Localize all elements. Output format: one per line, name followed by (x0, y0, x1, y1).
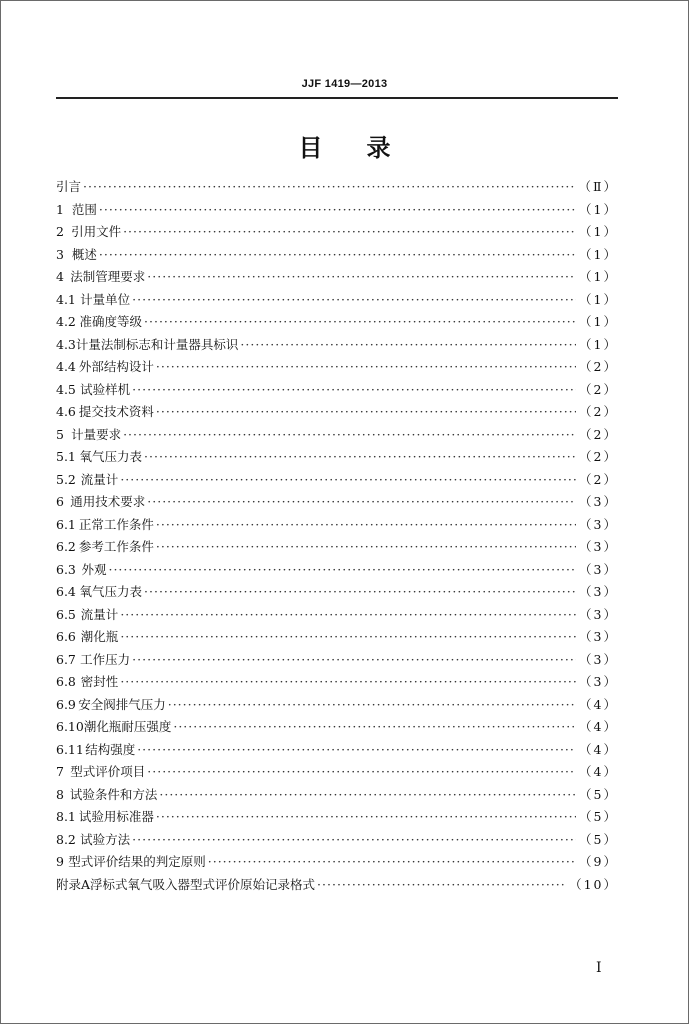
toc-entry[interactable] (56, 289, 618, 312)
toc-entry-label: 试验方法 (80, 831, 131, 847)
toc-entry-page: （9） (579, 854, 618, 869)
toc-entry[interactable] (56, 221, 618, 244)
toc-entry-page: （1） (579, 201, 618, 217)
toc-entry-number: 4 (56, 269, 64, 284)
toc-entry-label: 浮标式氧气吸入器型式评价原始记录格式 (90, 876, 316, 892)
toc-entry-page: （2） (579, 471, 618, 487)
toc-entry[interactable] (56, 626, 618, 649)
toc-entry-number: 6.8 (56, 674, 76, 689)
toc-entry-number: 7 (56, 764, 64, 779)
toc-entry-number: 5.2 (56, 471, 76, 487)
toc-entry-number: 6.3 (56, 561, 76, 577)
dot-leader (132, 649, 576, 672)
dot-leader (147, 491, 576, 514)
standard-code-header: JJF 1419—2013 (301, 78, 388, 90)
toc-entry-page: （2） (579, 426, 618, 442)
toc-entry-label: 计量要求 (71, 426, 122, 442)
toc-entry-label: 潮化瓶 (80, 629, 119, 644)
toc-entry-label: 试验样机 (80, 381, 131, 397)
dot-leader (120, 671, 576, 694)
toc-entry[interactable] (56, 356, 618, 379)
toc-entry-label: 流量计 (80, 471, 119, 487)
toc-entry-page: （5） (579, 786, 618, 802)
toc-entry-page: （1） (579, 269, 618, 284)
toc-entry-page: （10） (569, 876, 618, 892)
toc-entry-number: 8 (56, 786, 64, 802)
toc-entry-number: 4.3 (56, 336, 76, 352)
dot-leader (132, 379, 576, 402)
toc-entry-number: 6 (56, 494, 64, 509)
dot-leader (137, 739, 576, 762)
toc-entry-number: 2 (56, 224, 64, 239)
toc-entry-page: （2） (579, 359, 618, 374)
toc-entry[interactable] (56, 244, 618, 267)
toc-entry-page: （3） (579, 516, 618, 532)
dot-leader (168, 694, 576, 717)
dot-leader (240, 334, 576, 357)
dot-leader (120, 604, 576, 627)
toc-entry-page: （5） (579, 809, 618, 824)
toc-entry-label: 通用技术要求 (70, 494, 146, 509)
toc-entry-label: 准确度等级 (79, 314, 143, 329)
toc-entry-page: （3） (579, 651, 618, 667)
dot-leader (144, 581, 576, 604)
dot-leader (159, 784, 576, 807)
dot-leader (144, 446, 576, 469)
toc-entry-label: 密封性 (80, 674, 119, 689)
dot-leader (120, 469, 576, 492)
toc-entry[interactable] (56, 446, 618, 469)
toc-entry-label: 引言 (56, 179, 82, 194)
dot-leader (156, 356, 576, 379)
toc-entry-label: 范围 (71, 201, 97, 217)
toc-entry-label: 试验用标准器 (78, 809, 154, 824)
toc-entry-label: 参考工作条件 (78, 539, 154, 554)
toc-entry[interactable] (56, 716, 618, 739)
dot-leader (132, 289, 576, 312)
toc-entry[interactable] (56, 334, 618, 357)
toc-entry-label: 正常工作条件 (78, 516, 154, 532)
toc-entry-number: 4.5 (56, 381, 76, 397)
toc-entry-label: 安全阀排气压力 (78, 696, 166, 712)
toc-entry[interactable] (56, 199, 618, 222)
toc-entry-page: （3） (579, 674, 618, 689)
toc-entry-label: 氧气压力表 (79, 449, 143, 464)
toc-entry[interactable] (56, 401, 618, 424)
toc-entry-number: 9 (56, 854, 64, 869)
toc-entry-label: 结构强度 (85, 741, 136, 757)
toc-entry-label: 外观 (81, 561, 107, 577)
toc-entry-number: 6.6 (56, 629, 76, 644)
toc-entry[interactable] (56, 784, 618, 807)
toc-entry-label: 氧气压力表 (79, 584, 143, 599)
toc-entry-number: 8.1 (56, 809, 76, 824)
toc-entry[interactable] (56, 491, 618, 514)
toc-entry-number: 附录A (56, 876, 91, 892)
dot-leader (99, 199, 576, 222)
toc-entry-page: （3） (579, 561, 618, 577)
table-of-contents (56, 176, 618, 896)
dot-leader (108, 559, 576, 582)
toc-entry-number: 6.4 (56, 584, 76, 599)
dot-leader (208, 851, 576, 874)
toc-entry[interactable] (56, 311, 618, 334)
toc-entry[interactable] (56, 671, 618, 694)
toc-entry-page: （2） (579, 404, 618, 419)
page-number: I (596, 960, 602, 976)
toc-entry-page: （1） (579, 224, 618, 239)
page-title: 目录 (298, 133, 435, 162)
toc-entry-page: （3） (579, 629, 618, 644)
dot-leader (144, 311, 576, 334)
toc-entry-number: 3 (56, 246, 64, 262)
toc-entry-number: 6.1 (56, 516, 76, 532)
toc-entry[interactable] (56, 806, 618, 829)
toc-entry-label: 概述 (71, 246, 97, 262)
dot-leader (120, 626, 576, 649)
toc-entry-label: 外部结构设计 (78, 359, 154, 374)
dot-leader (123, 221, 576, 244)
dot-leader (317, 874, 566, 897)
toc-entry-number: 6.2 (56, 539, 76, 554)
toc-entry[interactable] (56, 851, 618, 874)
toc-entry-page: （1） (579, 314, 618, 329)
toc-entry-page: （4） (579, 696, 618, 712)
toc-entry-number: 6.10 (56, 719, 84, 734)
toc-entry-label: 引用文件 (71, 224, 122, 239)
toc-entry[interactable] (56, 514, 618, 537)
toc-entry[interactable] (56, 559, 618, 582)
toc-entry[interactable] (56, 694, 618, 717)
toc-entry-page: （4） (579, 719, 618, 734)
toc-entry-number: 1 (56, 201, 64, 217)
dot-leader (123, 424, 576, 447)
toc-entry-number: 6.9 (56, 696, 76, 712)
toc-entry-page: （5） (579, 831, 618, 847)
toc-entry-page: （1） (579, 336, 618, 352)
header-rule (56, 97, 618, 99)
dot-leader (99, 244, 576, 267)
toc-entry-label: 提交技术资料 (78, 404, 154, 419)
toc-entry-page: （2） (579, 381, 618, 397)
toc-entry[interactable] (56, 829, 618, 852)
toc-entry-label: 工作压力 (80, 651, 131, 667)
toc-entry-page: （4） (579, 764, 618, 779)
toc-entry-label: 计量法制标志和计量器具标识 (75, 336, 239, 352)
toc-entry[interactable] (56, 536, 618, 559)
toc-entry-page: （2） (579, 449, 618, 464)
toc-entry-label: 试验条件和方法 (69, 786, 158, 802)
toc-entry[interactable] (56, 469, 618, 492)
dot-leader (156, 401, 576, 424)
toc-entry[interactable] (56, 761, 618, 784)
toc-entry-number: 4.1 (56, 291, 76, 307)
toc-entry-page: （3） (579, 584, 618, 599)
toc-entry-number: 4.6 (56, 404, 76, 419)
toc-entry[interactable] (56, 379, 618, 402)
toc-entry[interactable] (56, 424, 618, 447)
toc-entry-page: （4） (579, 741, 618, 757)
toc-entry-label: 潮化瓶耐压强度 (83, 719, 172, 734)
toc-entry[interactable] (56, 874, 618, 897)
dot-leader (156, 536, 576, 559)
toc-entry-page: （1） (579, 291, 618, 307)
toc-entry[interactable] (56, 176, 618, 199)
toc-entry-label: 型式评价项目 (70, 764, 146, 779)
toc-entry-page: （3） (579, 606, 618, 622)
dot-leader (156, 806, 576, 829)
toc-entry[interactable] (56, 581, 618, 604)
dot-leader (147, 266, 576, 289)
dot-leader (132, 829, 576, 852)
toc-entry-number: 6.11 (56, 741, 84, 757)
toc-entry-number: 4.4 (56, 359, 76, 374)
dot-leader (147, 761, 576, 784)
toc-entry-number: 6.7 (56, 651, 76, 667)
toc-entry-page: （3） (579, 494, 618, 509)
toc-entry-number: 5.1 (56, 449, 76, 464)
toc-entry-page: （3） (579, 539, 618, 554)
toc-entry-page: （Ⅱ） (578, 179, 618, 194)
toc-entry[interactable] (56, 266, 618, 289)
toc-entry-label: 计量单位 (80, 291, 131, 307)
dot-leader (156, 514, 576, 537)
toc-entry-number: 6.5 (56, 606, 76, 622)
toc-entry-label: 流量计 (80, 606, 119, 622)
toc-entry-number: 4.2 (56, 314, 76, 329)
toc-entry-number: 8.2 (56, 831, 76, 847)
toc-entry[interactable] (56, 604, 618, 627)
toc-entry-label: 法制管理要求 (70, 269, 146, 284)
dot-leader (173, 716, 576, 739)
toc-entry[interactable] (56, 739, 618, 762)
dot-leader (83, 176, 575, 199)
toc-entry[interactable] (56, 649, 618, 672)
toc-entry-page: （1） (579, 246, 618, 262)
toc-entry-label: 型式评价结果的判定原则 (68, 854, 206, 869)
toc-entry-number: 5 (56, 426, 64, 442)
